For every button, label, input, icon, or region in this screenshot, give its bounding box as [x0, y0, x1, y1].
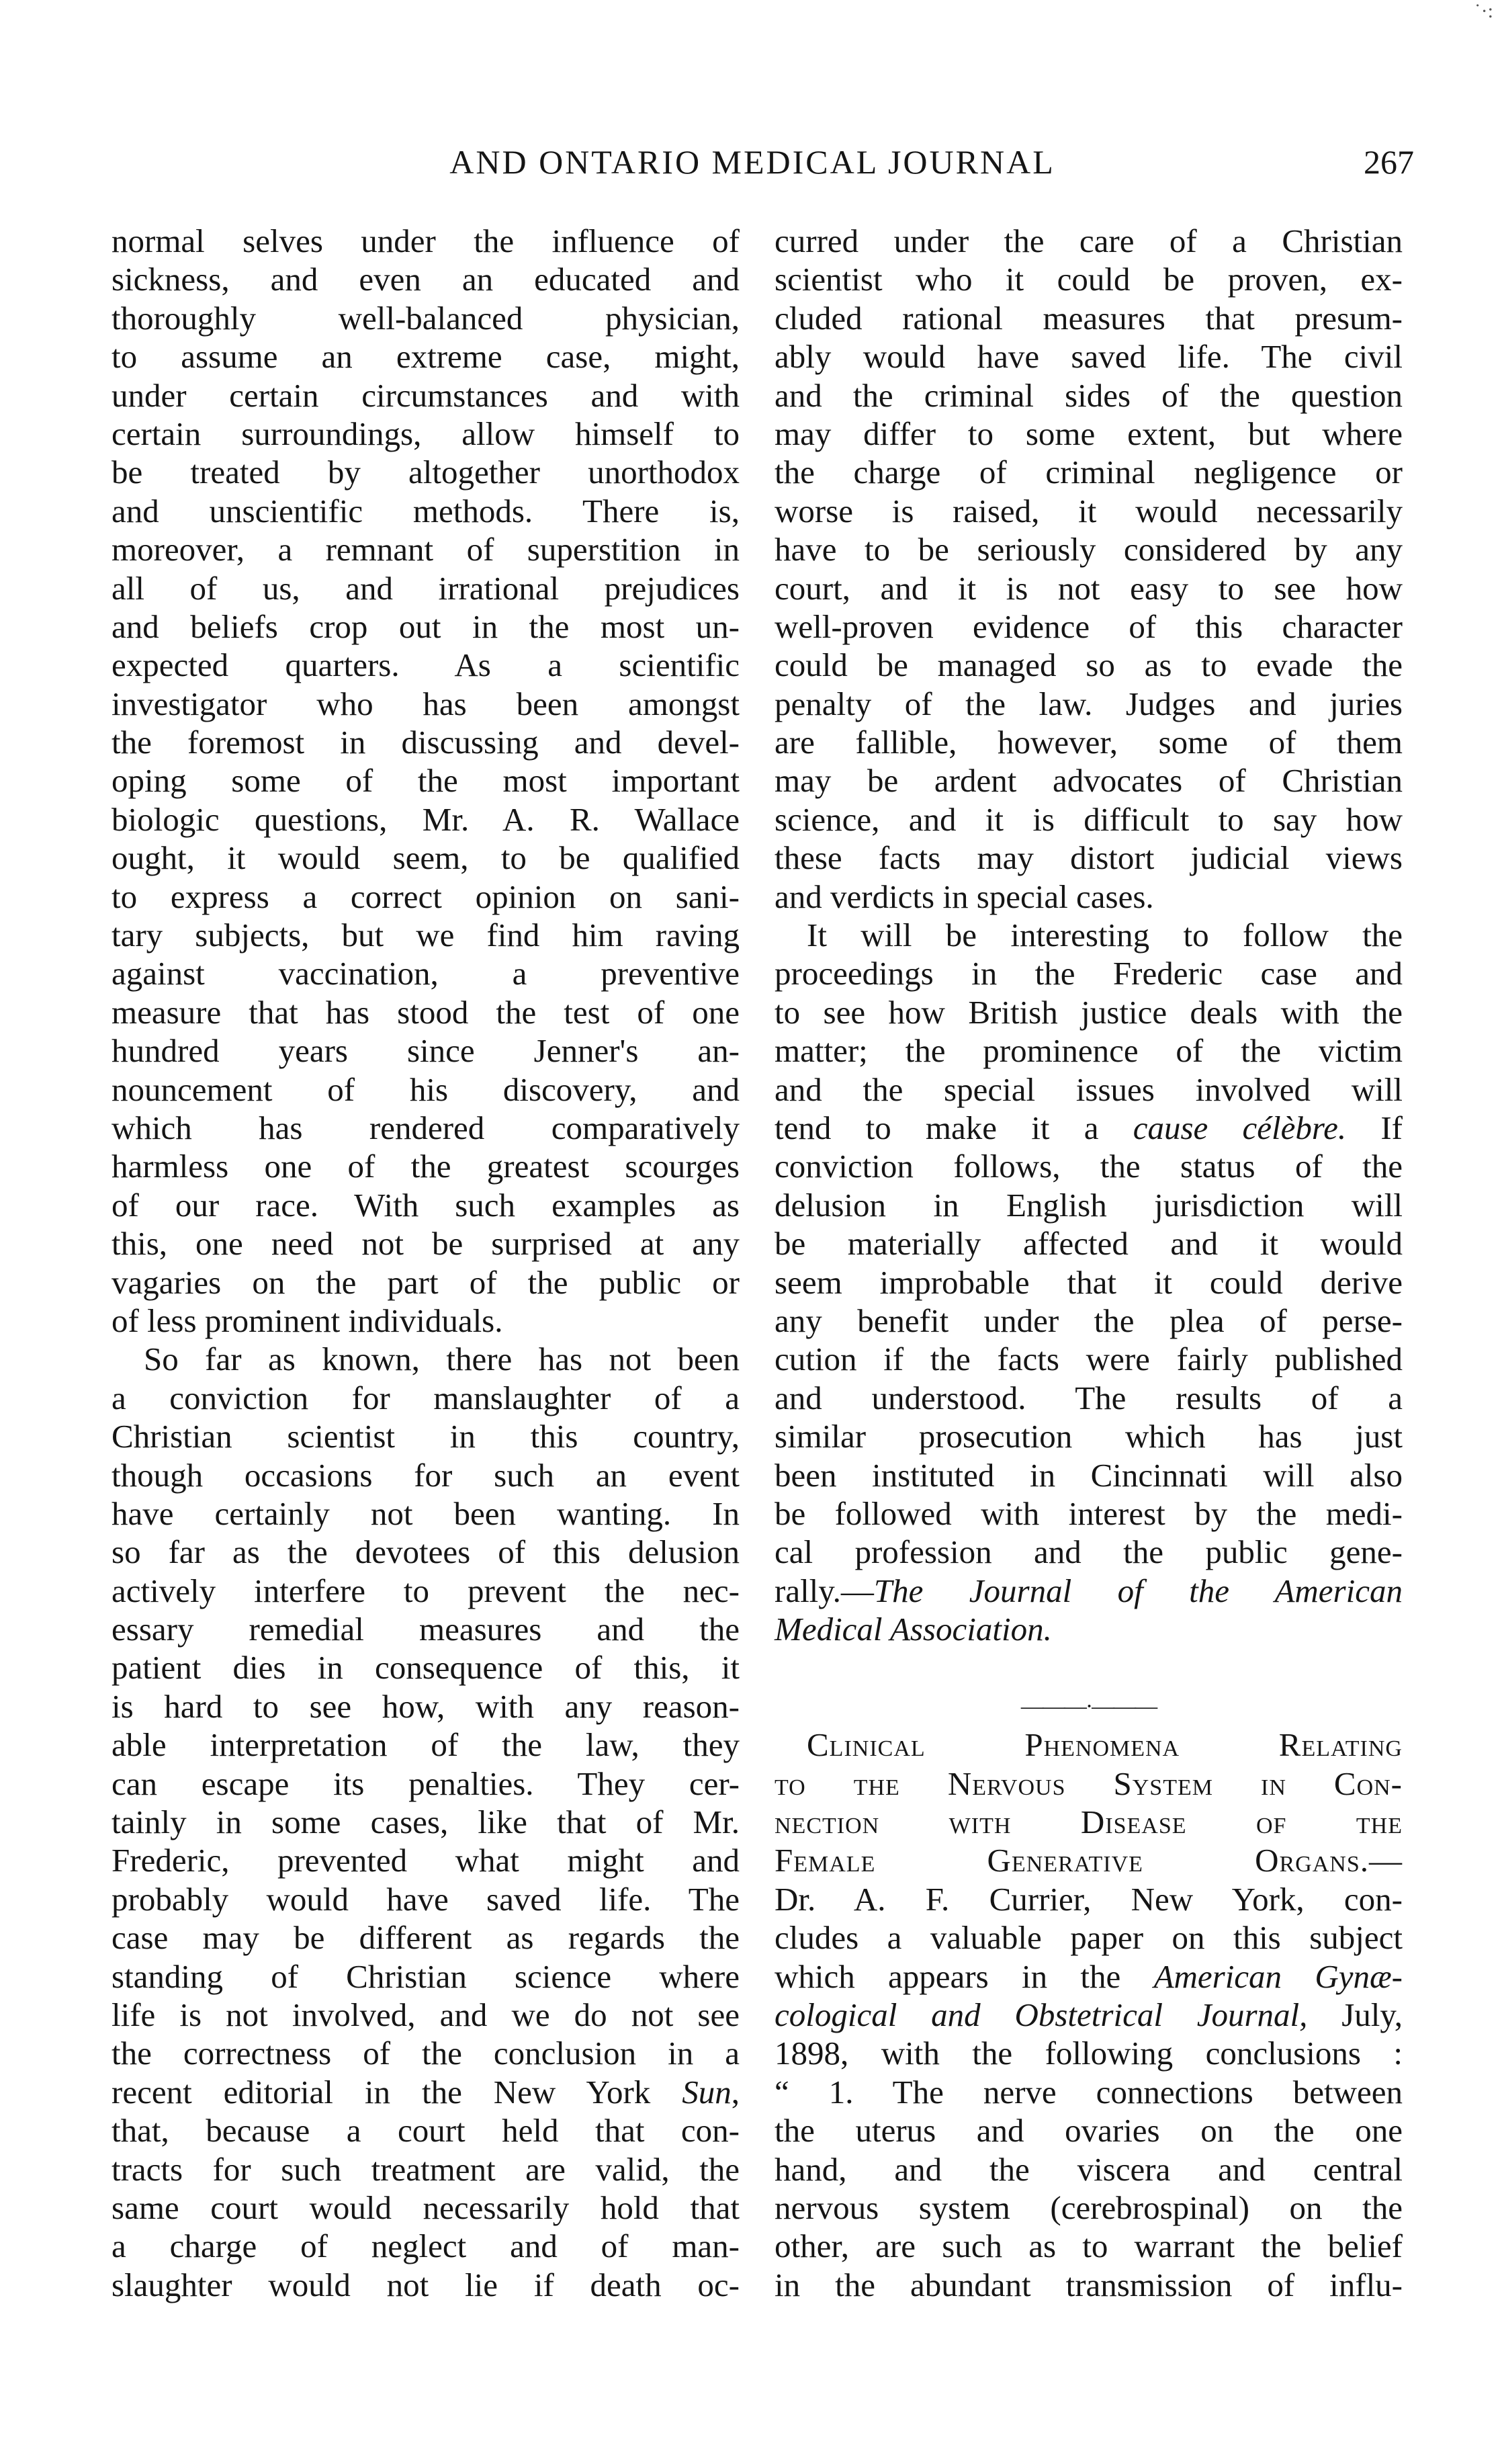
text-line: proceedings in the Frederic case and: [775, 955, 1403, 992]
text-line: could be managed so as to evade the: [775, 646, 1403, 684]
text-segment: If: [1346, 1109, 1403, 1146]
text-line: actively interfere to prevent the nec-: [112, 1572, 740, 1609]
text-line: to see how British justice deals with the: [775, 993, 1403, 1031]
text-line: this, one need not be surprised at any: [112, 1225, 740, 1263]
text-line: cution if the facts were fairly published: [775, 1341, 1403, 1378]
text-line: the correctness of the conclusion in a: [112, 2035, 740, 2072]
text-line: so far as the devotees of this delusion: [112, 1533, 740, 1571]
text-line: [775, 1572, 1403, 1610]
text-line: standing of Christian science where: [112, 1957, 740, 1995]
text-line: against vaccination, a preventive: [112, 955, 740, 992]
text-segment: July,: [1307, 1996, 1403, 2033]
text-line: and understood. The results of a: [775, 1379, 1403, 1416]
text-line: and the special issues involved will: [775, 1070, 1403, 1108]
text-line: these facts may distort judicial views: [775, 839, 1403, 877]
text-line: tary subjects, but we find him raving: [112, 917, 740, 954]
text-segment: which appears in the: [775, 1957, 1154, 1995]
running-header: AND ONTARIO MEDICAL JOURNAL: [449, 143, 1055, 181]
text-line: and the criminal sides of the question: [775, 376, 1403, 414]
text-line: Christian scientist in this country,: [112, 1418, 740, 1455]
blank-line: [775, 1648, 1403, 1687]
text-line: be treated by altogether unorthodox: [112, 454, 740, 491]
italic-text: Medical Association.: [775, 1611, 1052, 1648]
text-line: a conviction for manslaughter of a: [112, 1379, 740, 1416]
text-line: scientist who it could be proven, ex-: [775, 261, 1403, 298]
text-line: have to be seriously considered by any: [775, 531, 1403, 568]
article-heading-line: Female Generative Organs.—: [775, 1842, 1403, 1879]
text-line: probably would have saved life. The: [112, 1880, 740, 1918]
text-line: a charge of neglect and of man-: [112, 2227, 740, 2265]
text-line: ought, it would seem, to be qualified: [112, 839, 740, 877]
text-line: the uterus and ovaries on the one: [775, 2112, 1403, 2150]
text-line: investigator who has been amongst: [112, 685, 740, 722]
text-line: hundred years since Jenner's an-: [112, 1032, 740, 1070]
text-line: expected quarters. As a scientific: [112, 646, 740, 684]
text-line: certain surroundings, allow himself to: [112, 415, 740, 452]
text-line: tainly in some cases, like that of Mr.: [112, 1803, 740, 1841]
italic-text: American Gynæ-: [1153, 1957, 1403, 1995]
text-line: Frederic, prevented what might and: [112, 1842, 740, 1879]
text-line: though occasions for such an event: [112, 1456, 740, 1494]
text-line: and unscientific methods. There is,: [112, 492, 740, 529]
text-line: “ 1. The nerve connections between: [775, 2073, 1403, 2111]
text-line: ably would have saved life. The civil: [775, 338, 1403, 376]
italic-text: cause célèbre.: [1133, 1109, 1347, 1146]
text-line: Dr. A. F. Currier, New York, con-: [775, 1880, 1403, 1918]
text-line: nervous system (cerebrospinal) on the: [775, 2189, 1403, 2226]
text-line: science, and it is difficult to say how: [775, 800, 1403, 838]
text-line: measure that has stood the test of one: [112, 993, 740, 1031]
text-line: to assume an extreme case, might,: [112, 338, 740, 376]
text-line: court, and it is not easy to see how: [775, 569, 1403, 607]
article-heading-line: nection with Disease of the: [775, 1803, 1403, 1841]
text-line: well-proven evidence of this character: [775, 607, 1403, 645]
text-line: It will be interesting to follow the: [807, 917, 1403, 954]
text-line: worse is raised, it would necessarily: [775, 492, 1403, 529]
page-number: 267: [1364, 143, 1414, 181]
text-line: 1898, with the following conclusions :: [775, 2035, 1403, 2072]
text-line: and verdicts in special cases.: [775, 878, 1154, 915]
text-line: harmless one of the greatest scourges: [112, 1148, 740, 1185]
text-line: any benefit under the plea of perse-: [775, 1302, 1403, 1339]
italic-text: cological and Obstetrical Journal,: [775, 1996, 1308, 2033]
text-line: matter; the prominence of the victim: [775, 1032, 1403, 1070]
text-segment: ,: [731, 2073, 740, 2111]
text-line: and beliefs crop out in the most un-: [112, 607, 740, 645]
text-line: cal profession and the public gene-: [775, 1533, 1403, 1571]
text-line: [112, 2073, 740, 2111]
text-line: biologic questions, Mr. A. R. Wallace: [112, 800, 740, 838]
text-line: same court would necessarily hold that: [112, 2189, 740, 2226]
text-segment: rally.—: [775, 1572, 874, 1609]
text-line: other, are such as to warrant the belief: [775, 2227, 1403, 2265]
text-line: thoroughly well-balanced physician,: [112, 299, 740, 337]
text-line: have certainly not been wanting. In: [112, 1494, 740, 1532]
italic-text: The Journal of the American: [873, 1572, 1403, 1609]
text-line: cludes a valuable paper on this subject: [775, 1919, 1403, 1957]
text-line: the foremost in discussing and devel-: [112, 724, 740, 761]
article-heading-line: Clinical Phenomena Relating: [807, 1726, 1403, 1764]
text-line: seem improbable that it could derive: [775, 1263, 1403, 1301]
text-line: So far as known, there has not been: [144, 1341, 740, 1378]
text-line: that, because a court held that con-: [112, 2112, 740, 2150]
text-line: is hard to see how, with any reason-: [112, 1687, 740, 1725]
text-line: may differ to some extent, but where: [775, 415, 1403, 452]
text-line: hand, and the viscera and central: [775, 2150, 1403, 2188]
text-line: delusion in English jurisdiction will: [775, 1186, 1403, 1224]
text-line: able interpretation of the law, they: [112, 1726, 740, 1764]
text-line: [775, 1996, 1403, 2034]
text-line: penalty of the law. Judges and juries: [775, 685, 1403, 722]
text-line: in the abundant transmission of influ-: [775, 2266, 1403, 2303]
text-line: been instituted in Cincinnati will also: [775, 1456, 1403, 1494]
text-line: which has rendered comparatively: [112, 1109, 740, 1146]
italic-text: Sun: [682, 2073, 732, 2111]
text-line: slaughter would not lie if death oc-: [112, 2266, 740, 2303]
text-line: nouncement of his discovery, and: [112, 1070, 740, 1108]
text-line: under certain circumstances and with: [112, 376, 740, 414]
text-line: case may be different as regards the: [112, 1919, 740, 1957]
text-line: life is not involved, and we do not see: [112, 1996, 740, 2033]
text-line: can escape its penalties. They cer-: [112, 1765, 740, 1802]
text-line: be materially affected and it would: [775, 1225, 1403, 1263]
text-line: similar prosecution which has just: [775, 1418, 1403, 1455]
text-line: sickness, and even an educated and: [112, 261, 740, 298]
text-line: to express a correct opinion on sani-: [112, 878, 740, 915]
text-line: oping some of the most important: [112, 762, 740, 800]
text-line: of less prominent individuals.: [112, 1302, 503, 1339]
text-line: vagaries on the part of the public or: [112, 1263, 740, 1301]
text-line: patient dies in consequence of this, it: [112, 1649, 740, 1687]
text-line: are fallible, however, some of them: [775, 724, 1403, 761]
scan-specks: ˙·:: [1474, 0, 1493, 22]
text-line: cluded rational measures that presum-: [775, 299, 1403, 337]
text-line: [775, 1957, 1403, 1996]
right-column: [775, 222, 1403, 2304]
text-line: normal selves under the influence of: [112, 222, 740, 259]
text-line: [775, 1610, 1403, 1648]
left-column: [112, 222, 740, 2304]
section-divider-ornament: ———·———: [1020, 1693, 1157, 1719]
text-line: moreover, a remnant of superstition in: [112, 531, 740, 568]
text-line: may be ardent advocates of Christian: [775, 762, 1403, 800]
text-line: tracts for such treatment are valid, the: [112, 2150, 740, 2188]
text-line: [775, 1109, 1403, 1147]
text-line: the charge of criminal negligence or: [775, 454, 1403, 491]
text-line: conviction follows, the status of the: [775, 1148, 1403, 1185]
text-line: essary remedial measures and the: [112, 1611, 740, 1648]
text-line: curred under the care of a Christian: [775, 222, 1403, 259]
text-segment: tend to make it a: [775, 1109, 1133, 1146]
text-line: of our race. With such examples as: [112, 1186, 740, 1224]
text-segment: recent editorial in the New York: [112, 2073, 682, 2111]
text-line: all of us, and irrational prejudices: [112, 569, 740, 607]
text-line: be followed with interest by the medi-: [775, 1494, 1403, 1532]
article-heading-line: to the Nervous System in Con-: [775, 1765, 1403, 1802]
